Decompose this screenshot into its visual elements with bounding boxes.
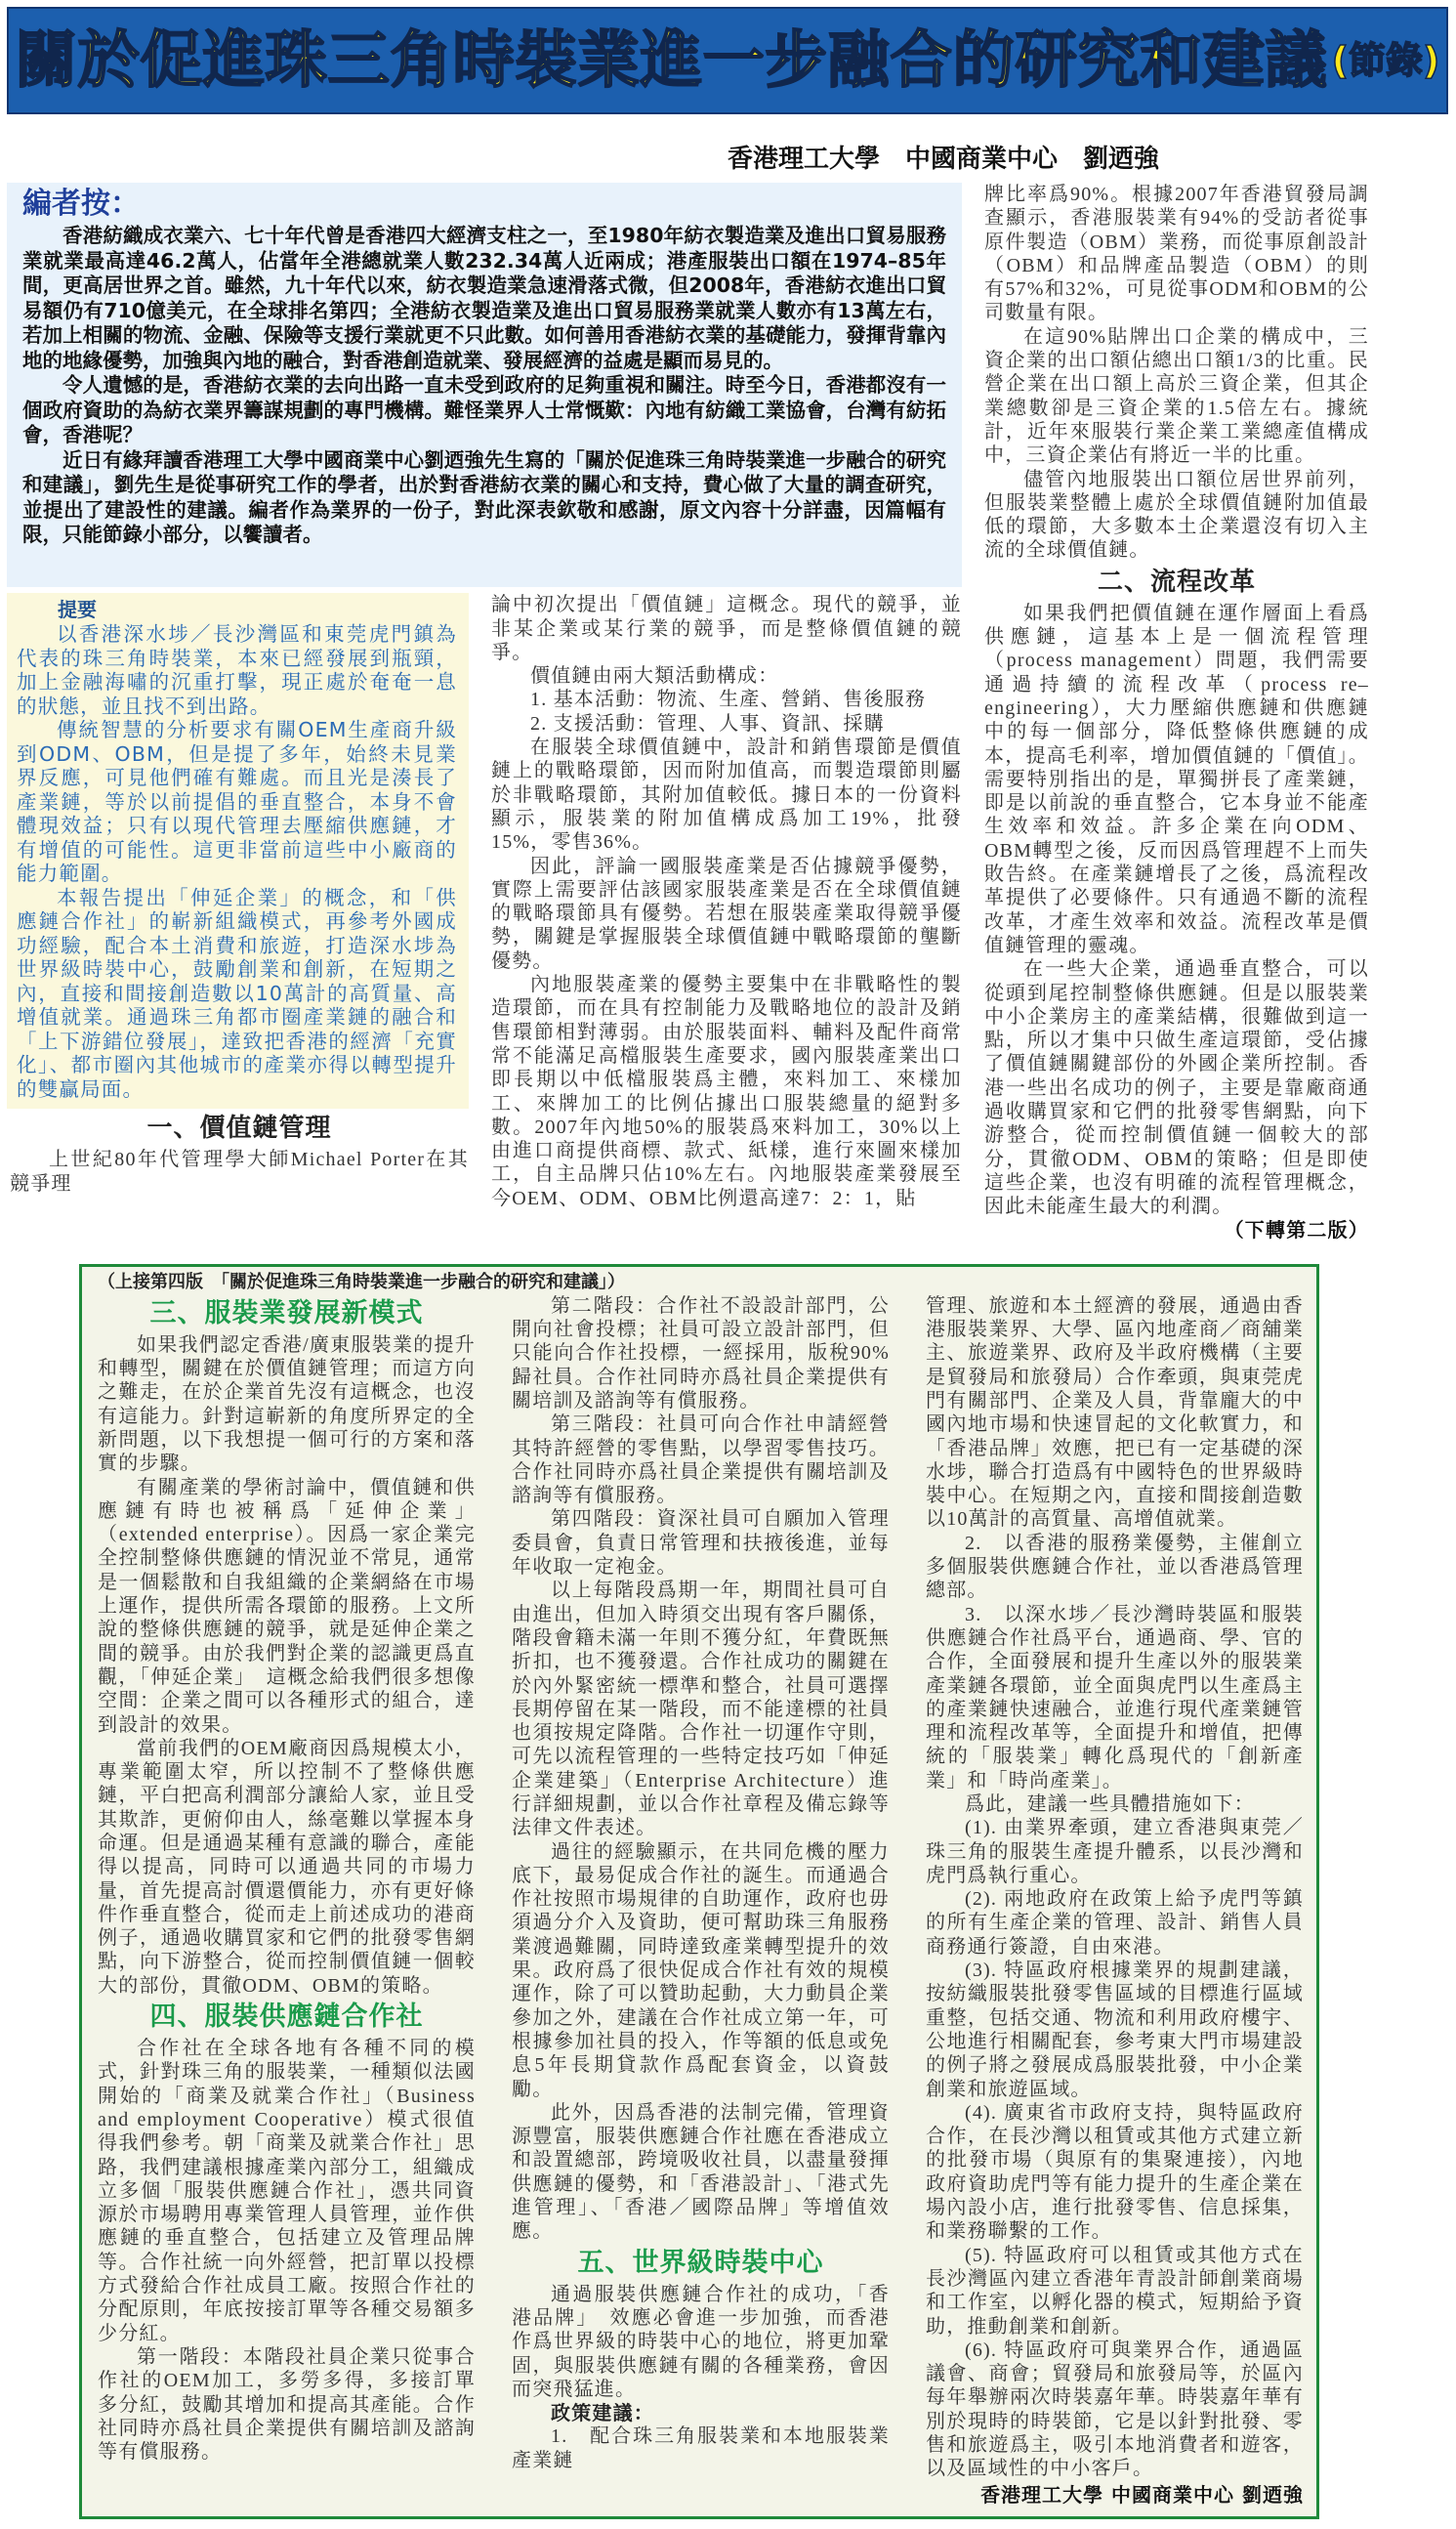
paragraph: (2). 兩地政府在政策上給予虎門等鎮的所有生產企業的管理、設計、銷售人員商務通行簽證，自由來港。 — [926, 1888, 1304, 1958]
paragraph: 2. 以香港的服務業優勢，主催創立多個服裝供應鏈合作社，並以香港爲管理總部。 — [926, 1532, 1304, 1602]
author-signature: 香港理工大學 中國商業中心 劉迺強 — [980, 2482, 1304, 2507]
paragraph: 因此，評論一國服裝產業是否佔據競爭優勢，實際上需要評估該國家服裝產業是否在全球價值鏈的戰略環節具有優勢。若想在服裝產業取得競爭優勢，關鍵是掌握服裝全球價值鏈中戰略環節的壟斷優勢。 — [491, 855, 962, 972]
paragraph: 以香港深水埗／長沙灣區和東莞虎門鎮為代表的珠三角時裝業，本來已經發展到瓶頸，加上金融海嘯的沉重打擊，現正處於奄奄一息的狀態，並且找不到出路。 — [17, 622, 457, 718]
paragraph: 以上每階段爲期一年，期間社員可自由進出，但加入時須交出現有客戶關係，階段會籍未滿一年則不獲分紅，年費既無折扣，也不獲發還。合作社成功的關鍵在於內外緊密統一標準和整合，社員可選擇長期停留在某一階段，而不能達標的社員也須按規定降階。合作社一切運作守則，可先以流程管理的一些特定技巧如「伸延企業建築」（Enterprise Architecture）進行詳細規劃，並以合作社章程及備忘錄等法律文件表述。 — [512, 1580, 890, 1839]
abstract-body — [17, 622, 457, 1101]
continued-note: （下轉第二版） — [1224, 1218, 1369, 1243]
continued-columns — [98, 1294, 1304, 2507]
paragraph: 通過服裝供應鏈合作社的成功，「香港品牌」 效應必會進一步加強，而香港作爲世界級的時裝中心的地位，將更加鞏固，與服裝供應鏈有關的各種業務，會因而突飛猛進。 — [512, 2283, 890, 2400]
paragraph: 在服裝全球價值鏈中，設計和銷售環節是價值鏈上的戰略環節，因而附加值高，而製造環節則屬於非戰略環節，其附加值較低。據日本的一份資料顯示，服裝業的附加值構成爲加工19%，批發15%，零售36%。 — [491, 737, 962, 854]
section-heading: 一、價值鏈管理 — [146, 1114, 332, 1144]
abstract-box — [7, 593, 469, 1109]
paragraph: 在這90%貼牌出口企業的構成中，三資企業的出口額佔總出口額1/3的比重。民營企業在出口額上高於三資企業，但其企業總數卻是三資企業的1.5倍左右。據統計，近年來服裝行業企業工業總產值構成中，三資企業佔有將近一半的比重。 — [984, 325, 1369, 467]
paragraph: 第二階段：合作社不設設計部門，公開向社會投標；社員可設立設計部門，但只能向合作社投標，一經採用，版稅90%歸社員。合作社同時亦爲社員企業提供有關培訓及諮詢等有償服務。 — [512, 1294, 890, 1412]
paragraph: 論中初次提出「價值鏈」這概念。現代的競爭，並非某企業或某行業的競爭，而是整條價值鏈的競爭。 — [491, 594, 962, 663]
paragraph: 此外，因爲香港的法制完備，管理資源豐富，服裝供應鏈合作社應在香港成立和設置總部，跨境吸收社員，以盡量發揮供應鏈的優勢，和「香港設計」、「港式先進管理」、「香港／國際品牌」等增值效應。 — [512, 2101, 890, 2243]
editor-note-box — [7, 183, 962, 587]
continued-article-box — [79, 1264, 1319, 2519]
paragraph: 第三階段：社員可向合作社申請經營其特許經營的零售點，以學習零售技巧。合作社同時亦爲社員企業提供有關培訓及諮詢等有償服務。 — [512, 1413, 890, 1507]
paragraph: (4). 廣東省市政府支持，與特區政府合作，在長沙灣以租賃或其他方式建立新的批發市場（與原有的集聚連接），內地政府資助虎門等有能力提升的生產企業在場內設小店，進行批發零售、信息採集，和業務聯繫的工作。 — [926, 2101, 1304, 2243]
section-heading: 二、流程改革 — [1097, 567, 1256, 597]
paragraph: 近日有緣拜讀香港理工大學中國商業中心劉迺強先生寫的「關於促進珠三角時裝業進一步融合的研究和建議」，劉先生是從事研究工作的學者，出於對香港紡衣業的關心和支持，費心做了大量的調查研究，並提出了建設性的建議。編者作為業界的一份子，對此深表欽敬和感謝，原文內容十分詳盡，因篇幅有限，只能節錄小部分，以饗讀者。 — [22, 447, 946, 546]
headline-suffix: (節錄) — [1331, 39, 1440, 82]
paragraph: 2. 支援活動：管理、人事、資訊、採購 — [530, 712, 885, 735]
paragraph: 在一些大企業，通過垂直整合，可以從頭到尾控制整條供應鏈。但是以服裝業中小企業房主的產業結構，很難做到這一點，所以才集中只做生產這環節，受佔據了價值鏈關鍵部份的外國企業所控制。香港一些出名成功的例子，主要是靠廠商通過收購買家和它們的批發零售網點，向下游整合，從而控制價值鏈一個較大的部分，貫徹ODM、OBM的策略；但是即使這些企業，也沒有明確的流程管理概念，因此未能產生最大的利潤。 — [984, 958, 1369, 1218]
paragraph: 本報告提出「伸延企業」的概念，和「供應鏈合作社」的嶄新組織模式，再參考外國成功經驗，配合本土消費和旅遊，打造深水埗為世界級時裝中心，鼓勵創業和創新，在短期之內，直接和間接創造數以10萬計的高質量、高增值就業。通過珠三角都市圈產業鏈的融合和「上下游錯位發展」，達致把香港的經濟「充實化」、都市圈內其他城市的產業亦得以轉型提升的雙贏局面。 — [17, 885, 457, 1101]
headline-title: 關於促進珠三角時裝業進一步融合的研究和建議 — [15, 24, 1328, 96]
paragraph: 管理、旅遊和本土經濟的發展，通過由香港服裝業界、大學、區內地產商／商舖業主、旅遊業界、政府及半政府機構（主要是貿發局和旅發局）合作牽頭，與東莞虎門有關部門、企業及人員，背靠龐大的中國內地市場和快速冒起的文化軟實力，和「香港品牌」效應，把已有一定基礎的深水埗，聯合打造爲有中國特色的世界級時裝中心。在短期之內，直接和間接創造數以10萬計的高質量、高增值就業。 — [926, 1294, 1304, 1531]
continued-header: （上接第四版 「關於促進珠三角時裝業進一步融合的研究和建議」） — [98, 1271, 625, 1292]
continued-column-3 — [926, 1294, 1304, 2507]
paragraph: (3). 特區政府根據業界的規劃建議，按紡織服裝批發零售區域的目標進行區域重整，包括交通、物流和利用政府樓宇、公地進行相關配套，參考東大門市場建設的例子將之發展成爲服裝批發，中小企業創業和旅遊區域。 — [926, 1960, 1304, 2100]
paragraph: 如果我們把價值鏈在運作層面上看爲供應鏈，這基本上是一個流程管理（process management）問題，我們需要通過持續的流程改革（process re–engineering），大力壓縮供應鏈和供應鏈中的每一個部分，降低整條供應鏈的成本，提高毛利率，增加價值鏈的「價值」。需要特別指出的是，單獨拼長了產業鏈，即是以前說的垂直整合，它本身並不能產生效率和效益。許多企業在向ODM、OBM轉型之後，反而因爲管理趕不上而失敗告終。在產業鏈增長了之後，爲流程改革提供了必要條件。只有通過不斷的流程改革，才產生效率和效益。流程改革是價值鏈管理的靈魂。 — [984, 602, 1369, 956]
author-byline: 香港理工大學 中國商業中心 劉迺強 — [728, 145, 1160, 174]
section-heading: 三、服裝業發展新模式 — [149, 1297, 424, 1328]
paragraph: 有關產業的學術討論中，價值鏈和供應鏈有時也被稱爲「延伸企業」（extended enterprise）。因爲一家企業完全控制整條供應鏈的情況並不常見，通常是一個鬆散和自我組織的企業網絡在市場上運作，提供所需各環節的服務。上文所說的整條供應鏈的競爭，就是延伸企業之間的競爭。由於我們對企業的認識更爲直觀，「伸延企業」 這概念給我們很多想像空間：企業之間可以各種形式的組合，達到設計的效果。 — [98, 1476, 476, 1736]
continued-column-2 — [512, 1294, 890, 2472]
continued-column-1 — [98, 1294, 476, 2465]
paragraph: 上世紀80年代管理學大師Michael Porter在其競爭理 — [10, 1149, 469, 1195]
section-heading: 五、世界級時裝中心 — [577, 2247, 824, 2278]
paragraph: (6). 特區政府可與業界合作，通過區議會、商會；貿發局和旅發局等，於區內每年舉辦兩次時裝嘉年華。時裝嘉年華有別於現時的時裝節，它是以針對批發、零售和旅遊爲主，吸引本地消費者和遊客，以及區域性的中小客戶。 — [926, 2339, 1304, 2480]
editor-note-body — [22, 224, 946, 548]
article-column-middle — [491, 587, 962, 1243]
paragraph: 當前我們的OEM廠商因爲規模太小，專業範圍太窄，所以控制不了整條供應鏈，平白把高利潤部分讓給人家，並且受其欺詐，更俯仰由人，絲毫難以掌握本身命運。但是通過某種有意識的聯合，產能得以提高，同時可以通過共同的市場力量，首先提高討價還價能力，亦有更好條件作垂直整合，從而走上前述成功的港商例子，通過收購買家和它們的批發零售網點，向下游整合，從而控制價值鏈一個較大的部份，貫徹ODM、OBM的策略。 — [98, 1737, 476, 1997]
paragraph: (1). 由業界牽頭，建立香港與東莞／珠三角的服裝生產提升體系，以長沙灣和虎門爲執行重心。 — [926, 1817, 1304, 1886]
paragraph: 過往的經驗顯示，在共同危機的壓力底下，最易促成合作社的誕生。而通過合作社按照市場規律的自助運作，政府也毋須過分介入及資助，便可幫助珠三角服務業渡過難關，同時達致產業轉型提升的效果。政府爲了很快促成合作社有效的規模運作，除了可以贊助起動，大力動員企業參加之外，建議在合作社成立第一年，可根據參加社員的投入，作等額的低息或免息5年長期貸款作爲配套資金，以資鼓勵。 — [512, 1840, 890, 2100]
front-article — [7, 183, 1456, 1243]
headline-banner — [7, 7, 1448, 114]
paragraph: 第一階段：本階段社員企業只從事合作社的OEM加工，多勞多得，多接訂單多分紅，鼓勵其增加和提高其產能。合作社同時亦爲社員企業提供有關培訓及諮詢等有償服務。 — [98, 2345, 476, 2464]
paragraph: 1. 配合珠三角服裝業和本地服裝業產業鏈 — [512, 2425, 890, 2471]
editor-note-heading: 編者按： — [22, 187, 140, 221]
section-heading: 四、服裝供應鏈合作社 — [149, 2002, 424, 2033]
paragraph: 內地服裝產業的優勢主要集中在非戰略性的製造環節，而在具有控制能力及戰略地位的設計及銷售環節相對薄弱。由於服裝面料、輔料及配件商常常不能滿足高檔服裝生產要求，國內服裝產業出口即長期以中低檔服裝爲主體，來料加工、來樣加工、來牌加工的比例佔據出口服裝總量的絕對多數。2007年內地50%的服裝爲來料加工，30%以上由進口商提供商標、款式、紙樣，進行來圖來樣加工，自主品牌只佔10%左右。內地服裝產業發展至今OEM、ODM、OBM比例還高達7：2：1，貼 — [491, 974, 962, 1209]
subheading: 政策建議： — [551, 2401, 654, 2425]
paragraph: (5). 特區政府可以租賃或其他方式在長沙灣區內建立香港年青設計師創業商場和工作室，以孵化器的模式，短期給予資助，推動創業和創新。 — [926, 2244, 1304, 2338]
paragraph: 價值鏈由兩大類活動構成： — [530, 665, 779, 688]
paragraph: 牌比率爲90%。根據2007年香港貿發局調查顯示，香港服裝業有94%的受訪者從事原件製造（OBM）業務，而從事原創設計（OBM）和品牌產品製造（OBM）的則有57%和32%，可見從事ODM和OBM的公司數量有限。 — [984, 184, 1369, 324]
paragraph: 爲此，建議一些具體措施如下： — [965, 1793, 1255, 1815]
paragraph: 如果我們認定香港/廣東服裝業的提升和轉型，關鍵在於價值鏈管理；而這方向之難走，在於企業首先沒有這概念，也沒有這能力。針對這嶄新的角度所界定的全新問題，以下我想提一個可行的方案和落實的步驟。 — [98, 1333, 476, 1475]
paragraph: 傳統智慧的分析要求有關OEM生產商升級到ODM、OBM，但是提了多年，始終未見業界反應，可見他們確有難處。而且光是湊長了產業鏈，等於以前提倡的垂直整合，本身不會體現效益；只有以現代管理去壓縮供應鏈，才有增值的可能性。這更非當前這些中小廠商的能力範圍。 — [17, 718, 457, 886]
paragraph: 香港紡織成衣業六、七十年代曾是香港四大經濟支柱之一，至1980年紡衣製造業及進出口貿易服務業就業最高達46.2萬人，佔當年全港總就業人數232.34萬人近兩成；港產服裝出口額在1974–85年間，更高居世界之首。雖然，九十年代以來，紡衣製造業急速滑落式微，但2008年，香港紡衣進出口貿易額仍有710億美元，在全球排名第四；全港紡衣製造業及進出口貿易服務業就業人數亦有13萬左右，若加上相關的物流、金融、保險等支援行業就更不只此數。如何善用香港紡衣業的基礎能力，發揮背靠內地的地緣優勢，加強與內地的融合，對香港創造就業、發展經濟的益處是顯而易見的。 — [22, 224, 946, 372]
paragraph: 令人遺憾的是，香港紡衣業的去向出路一直未受到政府的足夠重視和關注。時至今日，香港都沒有一個政府資助的為紡衣業界籌謀規劃的專門機構。難怪業界人士常慨歎：內地有紡織工業協會，台灣有紡拓會，香港呢？ — [22, 373, 946, 446]
article-column-left — [7, 1113, 469, 1196]
paragraph: 第四階段：資深社員可自願加入管理委員會，負責日常管理和扶掖後進，並每年收取一定袍金。 — [512, 1508, 890, 1579]
left-area — [7, 587, 469, 1243]
paragraph: 1. 基本活動：物流、生產、營銷、售後服務 — [530, 689, 927, 711]
paragraph: 3. 以深水埗／長沙灣時裝區和服裝供應鏈合作社爲平台，通過商、學、官的合作，全面發展和提升生產以外的服裝業產業鏈各環節，並全面與虎門以生產爲主的產業鏈快速融合，並進行現代產業鏈管理和流程改革等，全面提升和增值，把傳統的「服裝業」轉化爲現代的「創新產業」和「時尚產業」。 — [926, 1603, 1304, 1791]
abstract-title: 提要 — [58, 598, 97, 622]
article-column-right — [984, 183, 1369, 1243]
paragraph: 儘管內地服裝出口額位居世界前列，但服裝業整體上處於全球價值鏈附加值最低的環節，大多數本土企業還沒有切入主流的全球價值鏈。 — [984, 468, 1369, 562]
paragraph: 合作社在全球各地有各種不同的模式，針對珠三角的服裝業，一種類似法國開始的「商業及就業合作社」（Business and employment Cooperative）模式很值得我們參考。朝「商業及就業合作社」思路，我們建議根據產業內部分工，組織成立多個「服裝供應鏈合作社」，憑共同資源於市場聘用專業管理人員管理，並作供應鏈的垂直整合，包括建立及管理品牌等。合作社統一向外經營，把訂單以投標方式發給合作社成員工廠。按照合作社的分配原則，年底按接訂單等各種交易額多少分紅。 — [98, 2038, 476, 2344]
